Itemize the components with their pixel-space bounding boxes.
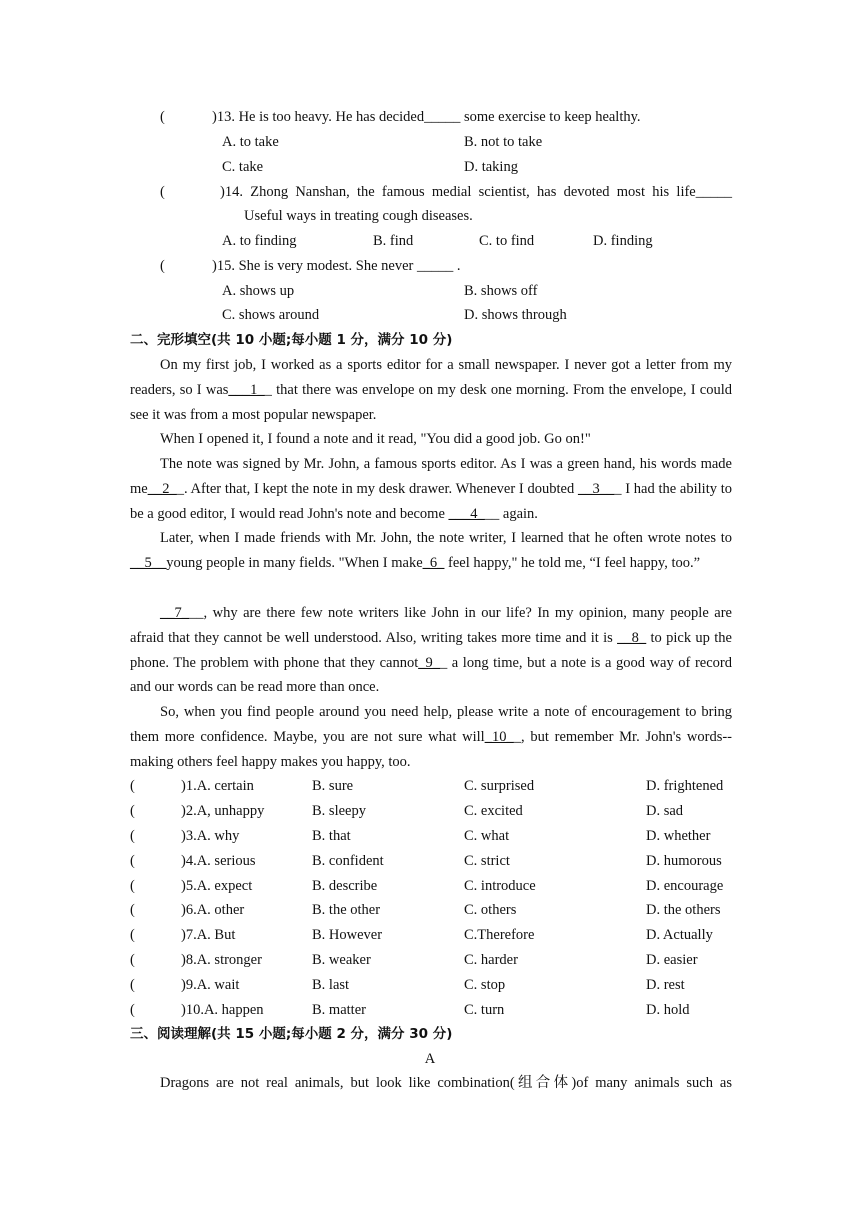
cloze-2-option-d: D. sad [646, 803, 684, 819]
cloze-6-option-c: C. others [464, 902, 517, 918]
passage-label: A [424, 1051, 436, 1067]
cloze-paragraph-2: When I opened it, I found a note and it read, "You did a good job. Go on!" [160, 431, 591, 447]
cloze-10-option-c: C. turn [464, 1002, 505, 1018]
q13-option-c: C. take [222, 159, 264, 175]
cloze-5-option-c: C. introduce [464, 878, 536, 894]
blank-4: ___4_ [448, 505, 485, 522]
cloze-4-paren: ( [130, 853, 135, 869]
q14-option-d: D. finding [593, 233, 653, 249]
cloze-8-paren: ( [130, 952, 135, 968]
q13-option-a: A. to take [222, 134, 279, 150]
q15-option-a: A. shows up [222, 283, 295, 299]
cloze-5-option-d: D. encourage [646, 878, 724, 894]
q14-paren: ( [160, 184, 165, 200]
section-2-heading: 二、完形填空(共 10 小题;每小题 1 分，满分 10 分) [130, 332, 453, 348]
cloze-paragraph-4: Later, when I made friends with Mr. John, the note writer, I learned that he often wrote notes to __5__young people in many fields. "When I make_6_ feel happy," he told me, “I feel happy, too.” [130, 530, 732, 571]
cloze-5-option-b: B. describe [312, 878, 378, 894]
cloze-5-paren: ( [130, 878, 135, 894]
cloze-2-option-c: C. excited [464, 803, 523, 819]
q13-stem: )13. He is too heavy. He has decided_____ some exercise to keep healthy. [212, 109, 641, 125]
cloze-7-option-c: C.Therefore [464, 927, 535, 943]
blank-5: __5__ [130, 554, 167, 571]
cloze-2-paren: ( [130, 803, 135, 819]
cloze-paragraph-6: So, when you find people around you need help, please write a note of encouragement to bring them more confidence. Maybe, you are not sure what will_10__, but remember Mr. John's words--making others feel happy makes you happy, too. [130, 704, 732, 770]
cloze-1-option-c: C. surprised [464, 778, 535, 794]
q14-option-b: B. find [373, 233, 414, 249]
cloze-4-option-d: D. humorous [646, 853, 722, 869]
q15-paren: ( [160, 258, 165, 274]
cloze-9-option-a: )9.A. wait [181, 977, 240, 993]
cloze-2-option-b: B. sleepy [312, 803, 366, 819]
cloze-1-option-a: )1.A. certain [181, 778, 254, 794]
blank-7: __7_ [160, 605, 189, 621]
cloze-10-option-b: B. matter [312, 1002, 366, 1018]
cloze-5-option-a: )5.A. expect [181, 878, 253, 894]
q15-option-c: C. shows around [222, 307, 320, 323]
cloze-9-paren: ( [130, 977, 135, 993]
cloze-2-option-a: )2.A, unhappy [181, 803, 265, 819]
q15-option-d: D. shows through [464, 307, 567, 323]
cloze-9-option-c: C. stop [464, 977, 506, 993]
cloze-7-option-d: D. Actually [646, 927, 713, 943]
q14-stem-continued: Useful ways in treating cough diseases. [244, 208, 473, 224]
cloze-4-option-a: )4.A. serious [181, 853, 256, 869]
cloze-7-option-a: )7.A. But [181, 927, 236, 943]
cloze-8-option-d: D. easier [646, 952, 698, 968]
section-3-heading: 三、阅读理解(共 15 小题;每小题 2 分，满分 30 分) [130, 1026, 453, 1042]
q13-paren: ( [160, 109, 165, 125]
cloze-4-option-c: C. strict [464, 853, 510, 869]
q14-option-a: A. to finding [222, 233, 297, 249]
cloze-8-option-c: C. harder [464, 952, 518, 968]
cloze-10-option-a: )10.A. happen [181, 1002, 264, 1018]
cloze-6-option-a: )6.A. other [181, 902, 245, 918]
cloze-1-option-d: D. frightened [646, 778, 724, 794]
reading-paragraph-1: Dragons are not real animals, but look like combination(组合体)of many animals such as [160, 1075, 732, 1091]
blank-3: __3__ [577, 480, 615, 497]
q15-option-b: B. shows off [464, 283, 538, 299]
cloze-3-option-a: )3.A. why [181, 828, 240, 844]
cloze-10-option-d: D. hold [646, 1002, 690, 1018]
cloze-4-option-b: B. confident [312, 853, 384, 869]
q13-option-d: D. taking [464, 159, 518, 175]
q14-stem: )14. Zhong Nanshan, the famous medial scientist, has devoted most his life_____ [220, 184, 732, 200]
cloze-paragraph-3: The note was signed by Mr. John, a famous sports editor. As I was a green hand, his words made me__2__. After that, I kept the note in my desk drawer. Whenever I doubted __3___ I had the ability to be a good editor, I would read John's note and become ___4___ again. [130, 456, 732, 522]
cloze-9-option-d: D. rest [646, 977, 685, 993]
blank-1: ___1_ [228, 381, 265, 398]
cloze-8-option-b: B. weaker [312, 952, 371, 968]
cloze-6-option-d: D. the others [646, 902, 721, 918]
q15-stem: )15. She is very modest. She never _____ . [212, 258, 461, 274]
blank-10: _10_ [484, 728, 514, 745]
cloze-6-paren: ( [130, 902, 135, 918]
q13-option-b: B. not to take [464, 134, 543, 150]
cloze-1-paren: ( [130, 778, 135, 794]
cloze-3-option-b: B. that [312, 828, 351, 844]
cloze-6-option-b: B. the other [312, 902, 381, 918]
q14-option-c: C. to find [479, 233, 535, 249]
cloze-paragraph-5: __7___, why are there few note writers like John in our life? In my opinion, many people are afraid that they cannot be well understood. Also, writing takes more time and it is __8_ to pick up the phone. The problem with phone that they cannot_9__ a long time, but a note is a good way of record and our words can be read more than once. [130, 605, 732, 696]
cloze-paragraph-1: On my first job, I worked as a sports editor for a small newspaper. I never got a letter from my readers, so I was___1__ that there was envelope on my desk one morning. From the envelope, I could see it was from a most popular newspaper. [130, 357, 732, 423]
cloze-3-option-d: D. whether [646, 828, 711, 844]
blank-2: __2_ [147, 480, 177, 497]
cloze-10-paren: ( [130, 1002, 135, 1018]
cloze-3-option-c: C. what [464, 828, 510, 844]
blank-8: __8_ [617, 629, 647, 646]
blank-6: _6_ [422, 554, 445, 571]
cloze-8-option-a: )8.A. stronger [181, 952, 262, 968]
cloze-7-paren: ( [130, 927, 135, 943]
cloze-7-option-b: B. However [312, 927, 383, 943]
cloze-1-option-b: B. sure [312, 778, 354, 794]
cloze-9-option-b: B. last [312, 977, 350, 993]
cloze-3-paren: ( [130, 828, 135, 844]
blank-9: _9_ [418, 654, 440, 671]
